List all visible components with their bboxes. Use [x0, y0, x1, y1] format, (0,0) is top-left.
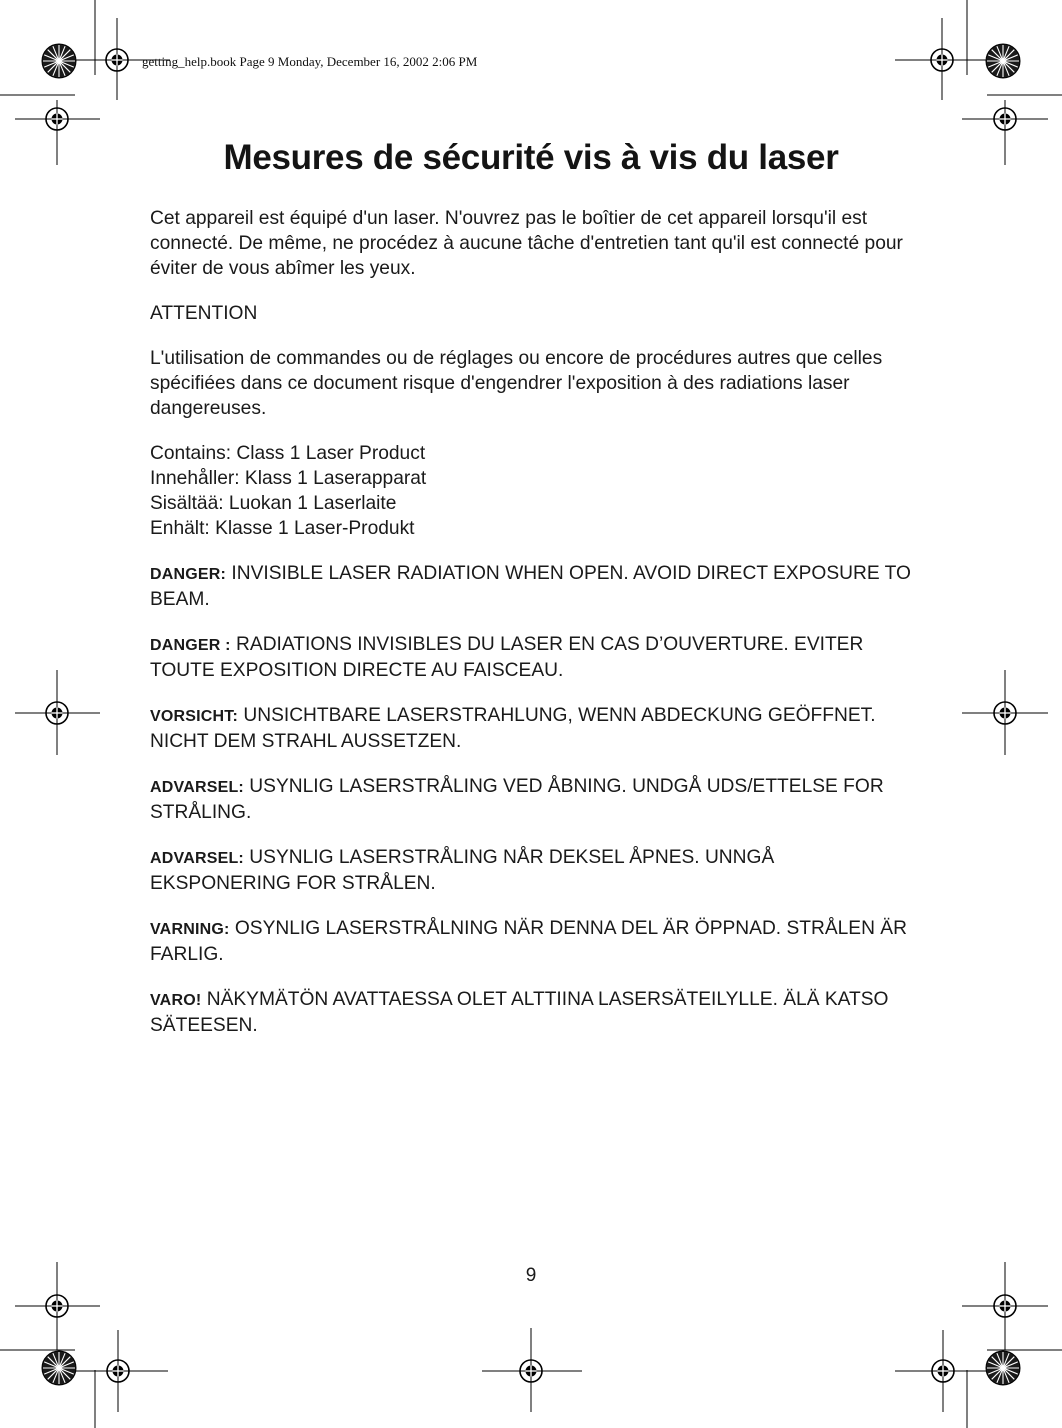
warning-swedish	[150, 916, 920, 967]
warning-text: OSYNLIG LASERSTRÅLNING NÄR DENNA DEL ÄR ÖPPNAD. STRÅLEN ÄR FARLIG.	[150, 918, 907, 965]
warning-norwegian	[150, 845, 920, 896]
page-title: Mesures de sécurité vis à vis du laser	[223, 138, 839, 177]
contains-line: Contains: Class 1 Laser Product	[150, 443, 426, 464]
warning-label: VORSICHT:	[150, 708, 239, 725]
warning-label: ADVARSEL:	[150, 779, 244, 796]
warning-text: USYNLIG LASERSTRÅLING VED ÅBNING. UNDGÅ UDS/ETTELSE FOR STRÅLING.	[150, 776, 884, 823]
warning-english	[150, 561, 920, 612]
warning-label: DANGER:	[150, 566, 227, 583]
warning-text: NÄKYMÄTÖN AVATTAESSA OLET ALTTIINA LASERSÄTEILYLLE. ÄLÄ KATSO SÄTEESEN.	[150, 989, 889, 1036]
warning-label: VARNING:	[150, 921, 230, 938]
intro-paragraph: Cet appareil est équipé d'un laser. N'ouvrez pas le boîtier de cet appareil lorsqu'il est connecté. De même, ne procédez à aucune tâche d'entretien tant qu'il est connecté pour éviter de vous abîmer les yeux.	[150, 208, 903, 279]
contains-line: Enhält: Klasse 1 Laser-Produkt	[150, 518, 415, 539]
warning-label: VARO!	[150, 992, 202, 1009]
warning-text: USYNLIG LASERSTRÅLING NÅR DEKSEL ÅPNES. UNNGÅ EKSPONERING FOR STRÅLEN.	[150, 847, 775, 894]
warning-text: RADIATIONS INVISIBLES DU LASER EN CAS D’OUVERTURE. EVITER TOUTE EXPOSITION DIRECTE AU FAISCEAU.	[150, 634, 864, 681]
document-body	[150, 206, 920, 1058]
warning-danish	[150, 774, 920, 825]
warning-label: DANGER :	[150, 637, 231, 654]
attention-paragraph: L'utilisation de commandes ou de réglages ou encore de procédures autres que celles spécifiées dans ce document risque d'engendrer l'exposition à des radiations laser dangereuses.	[150, 348, 883, 419]
contains-block	[150, 441, 920, 541]
contains-line: Sisältää: Luokan 1 Laserlaite	[150, 493, 397, 514]
warning-finnish	[150, 987, 920, 1038]
warning-label: ADVARSEL:	[150, 850, 244, 867]
warning-text: UNSICHTBARE LASERSTRAHLUNG, WENN ABDECKUNG GEÖFFNET. NICHT DEM STRAHL AUSSETZEN.	[150, 705, 876, 752]
warning-text: INVISIBLE LASER RADIATION WHEN OPEN. AVOID DIRECT EXPOSURE TO BEAM.	[150, 563, 911, 610]
contains-line: Innehåller: Klass 1 Laserapparat	[150, 468, 427, 489]
warning-french	[150, 632, 920, 683]
warning-german	[150, 703, 920, 754]
page-number: 9	[525, 1265, 537, 1286]
attention-heading: ATTENTION	[150, 303, 258, 324]
print-slug: getting_help.book Page 9 Monday, December 16, 2002 2:06 PM	[142, 54, 478, 69]
